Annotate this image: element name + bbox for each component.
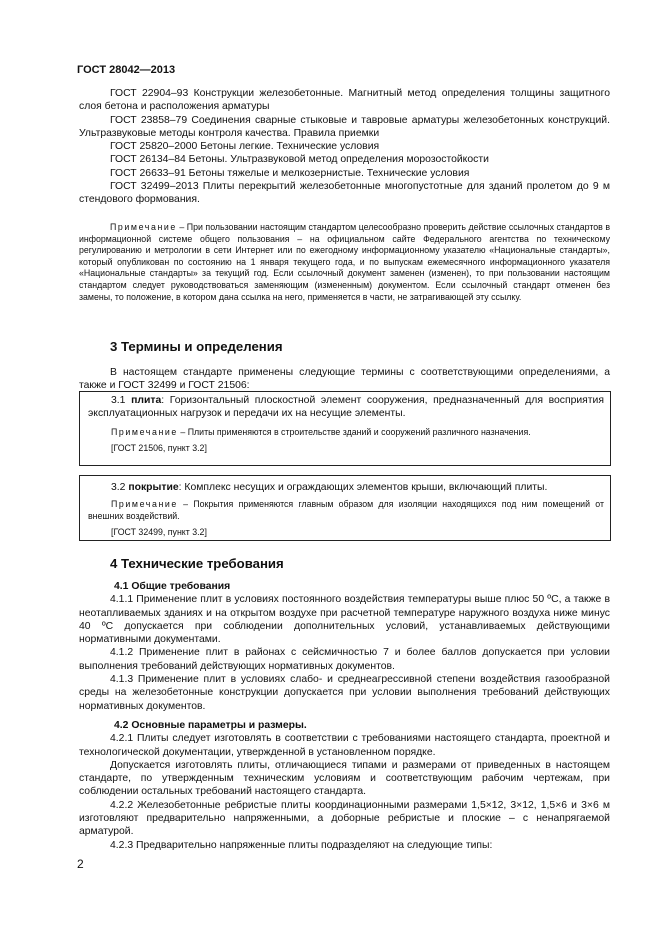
page-header-title: ГОСТ 28042—2013 <box>77 64 176 76</box>
page-number: 2 <box>77 857 84 871</box>
term-definition: : Горизонтальный плоскостной элемент сооружения, предназначенный для восприятия эксплуатационных нагрузок и передачи их на несущие элементы. <box>88 395 604 420</box>
subsection-4-1-title: 4.1 Общие требования <box>114 581 231 592</box>
paragraph-4-2-1b: Допускается изготовлять плиты, отличающиеся типами и размерами от приведенных в настоящем стандарте, по утвержденным техническим условиям и соответствующим рабочим чертежам, при соблюдении остальных требований настоящего стандарта. <box>79 759 610 798</box>
section-4-body <box>79 580 610 852</box>
paragraph-4-2-1: 4.2.1 Плиты следует изготовлять в соответствии с требованиями настоящего стандарта, проектной и технологической документации, утвержденной в установленном порядке. <box>79 733 610 758</box>
subsection-4-2-title: 4.2 Основные параметры и размеры. <box>114 719 307 731</box>
note-text: – При пользовании настоящим стандартом целесообразно проверить действие ссылочных стандартов в информационной системе общего пользования – на официальном сайте Федерального агентства по техническому регулированию и метрологии в сети Интернет или по ежегодному информационному указателю «Национальные стандарты», который опубликован по состоянию на 1 января текущего года, и по выпускам ежемесячного информационного указателя «Национальные стандарты» за текущий год. Если ссылочный документ заменен (изменен), то при пользовании настоящим стандартом следует руководствоваться заменяющим (измененным) документом. Если ссылочный стандарт отменен без замены, то положение, в котором дана ссылка на него, применяется в части, не затрагивающей эту ссылку. <box>79 222 610 302</box>
ref-item: ГОСТ 23858–79 Соединения сварные стыковые и тавровые арматуры железобетонных конструкций. Ультразвуковые методы контроля качества. Правила приемки <box>79 114 610 139</box>
section-3-heading: 3 Термины и определения <box>110 339 283 354</box>
note-label: Примечание <box>111 499 178 510</box>
paragraph-4-1-3: 4.1.3 Применение плит в условиях слабо- и среднеагрессивной степени воздействия газообразной среды на железобетонные конструкции допускается при условии выполнения требований действующих нормативных документов. <box>79 674 610 712</box>
paragraph-4-2-3: 4.2.3 Предварительно напряженные плиты подразделяют на следующие типы: <box>110 839 493 851</box>
ref-item: ГОСТ 25820–2000 Бетоны легкие. Технические условия <box>110 141 380 153</box>
term-box-plita <box>79 391 611 466</box>
section-3-intro-text: В настоящем стандарте применены следующие термины с соответствующими определениями, а также и ГОСТ 32499 и ГОСТ 21506: <box>79 367 610 392</box>
term-note-text: – Плиты применяются в строительстве зданий и сооружений различного назначения. <box>177 426 531 437</box>
term-number: 3.2 <box>111 482 129 493</box>
term-note-text: – Покрытия применяются главным образом для изоляции находящихся под ним помещений от внешних воздействий. <box>88 499 604 521</box>
note-label: Примечание <box>111 426 178 437</box>
references-block <box>79 87 610 207</box>
paragraph-4-1-1: 4.1.1 Применение плит в условиях постоянного воздействия температуры выше плюс 50 ºС, а также в неотапливаемых зданиях и на открытом воздухе при расчетной температуре наружного воздуха ниже минус 40 ºС допускается при соблюдении дополнительных условий, устанавливаемых действующими нормативными документами. <box>79 594 610 646</box>
term-word: плита <box>131 395 162 406</box>
term-word: покрытие <box>128 482 179 493</box>
term-box-pokrytie <box>79 475 611 541</box>
ref-item: ГОСТ 32499–2013 Плиты перекрытий железобетонные многопустотные для зданий пролетом до 9 м стендового формования. <box>79 181 610 206</box>
paragraph-4-1-2: 4.1.2 Применение плит в районах с сейсмичностью 7 и более баллов допускается при условии выполнения требований действующих нормативных документов. <box>79 647 610 672</box>
term-source: [ГОСТ 21506, пункт 3.2] <box>111 443 207 454</box>
ref-item: ГОСТ 22904–93 Конструкции железобетонные. Магнитный метод определения толщины защитного слоя бетона и расположения арматуры <box>79 88 610 113</box>
note-label: Примечание <box>110 222 177 232</box>
note-references <box>79 222 610 303</box>
section-3-intro <box>79 366 610 393</box>
term-source: [ГОСТ 32499, пункт 3.2] <box>111 527 207 538</box>
paragraph-4-2-2: 4.2.2 Железобетонные ребристые плиты координационными размерами 1,5×12, 3×12, 1,5×6 и 3×6 м изготовляют предварительно напряженными, а доборные ребристые и плоские – с ненапрягаемой арматурой. <box>79 799 610 838</box>
section-4-heading: 4 Технические требования <box>110 556 284 571</box>
term-number: 3.1 <box>111 395 132 406</box>
ref-item: ГОСТ 26633–91 Бетоны тяжелые и мелкозернистые. Технические условия <box>110 167 470 179</box>
term-definition: : Комплекс несущих и ограждающих элементов крыши, включающий плиты. <box>178 482 548 493</box>
ref-item: ГОСТ 26134–84 Бетоны. Ультразвуковой метод определения морозостойкости <box>110 154 489 166</box>
